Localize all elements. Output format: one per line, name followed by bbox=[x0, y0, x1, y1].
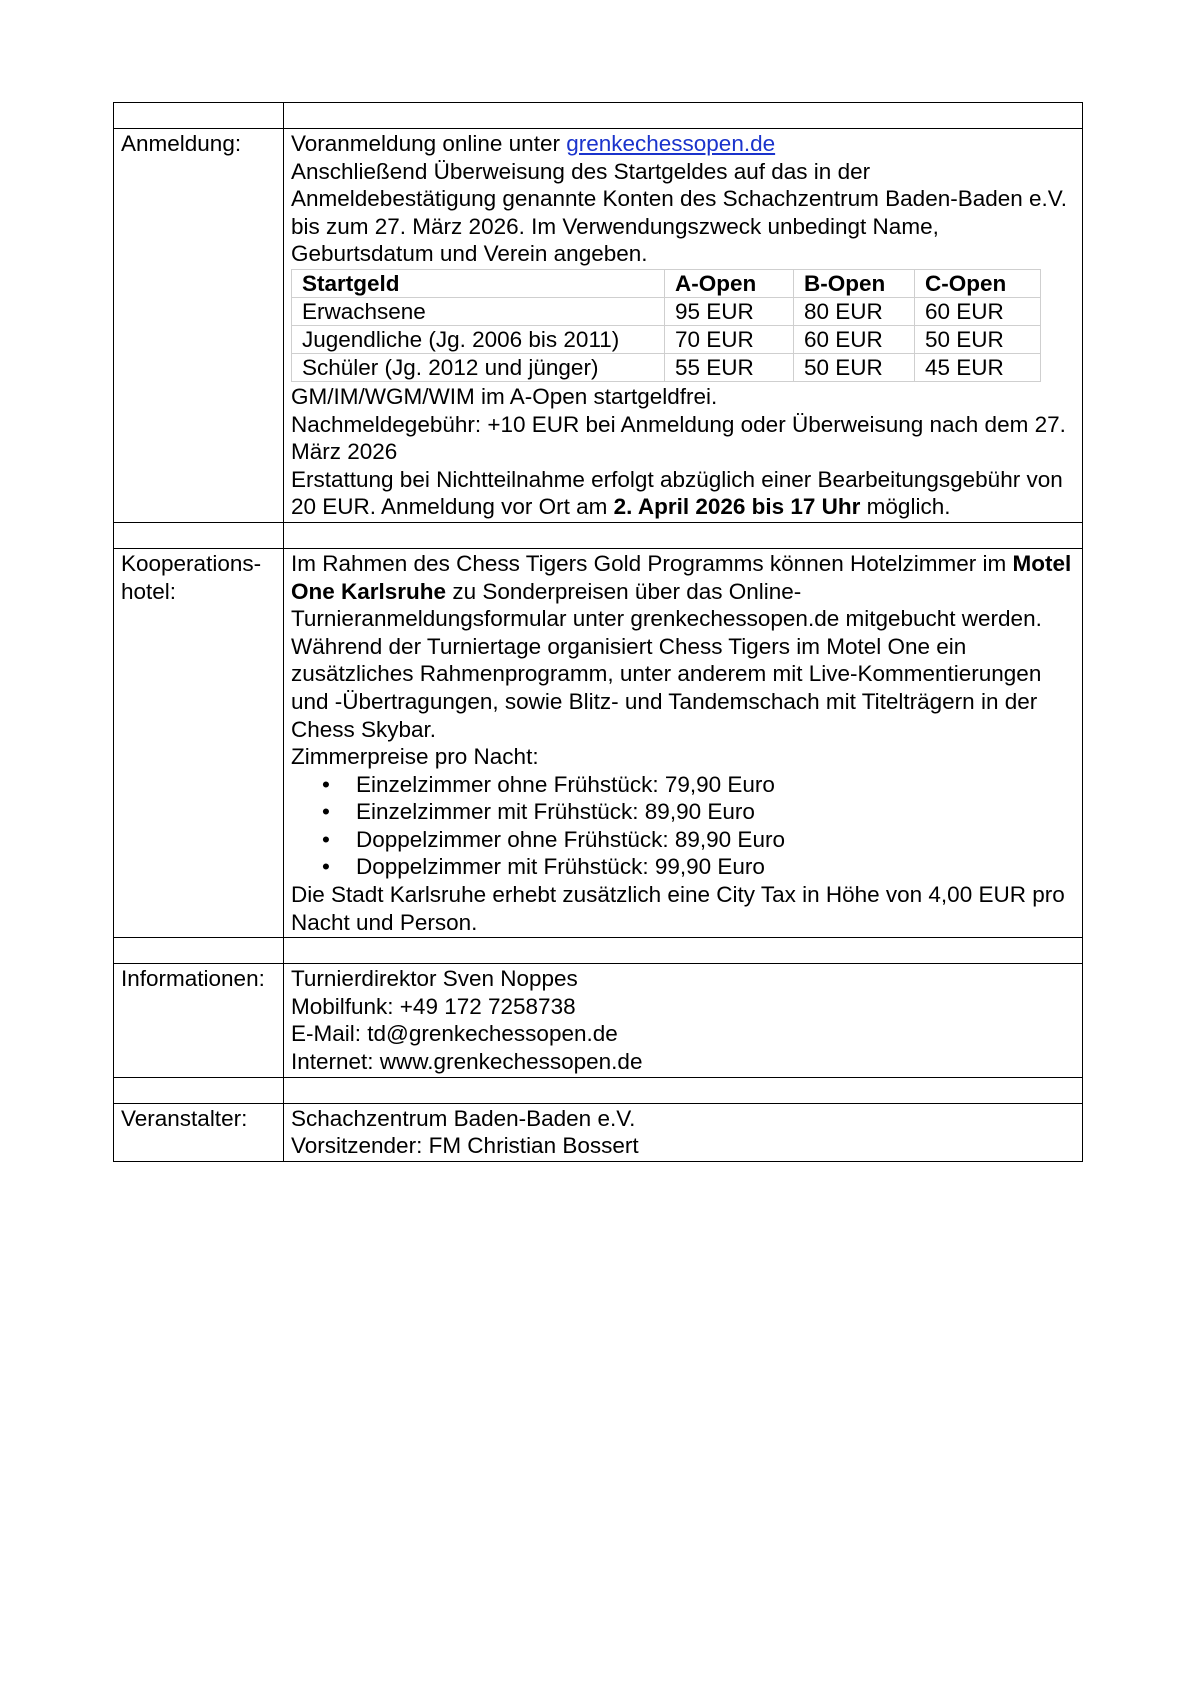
spacer-row bbox=[114, 1077, 1083, 1103]
spacer-row bbox=[114, 103, 1083, 129]
list-item: • Doppelzimmer ohne Frühstück: 89,90 Euro bbox=[356, 826, 1075, 854]
fees-cell: 45 EUR bbox=[915, 353, 1041, 381]
fees-row bbox=[292, 297, 1041, 325]
city-tax-text: Die Stadt Karlsruhe erhebt zusätzlich eine City Tax in Höhe von 4,00 EUR pro Nacht und Person. bbox=[291, 882, 1065, 935]
list-item: • Einzelzimmer mit Frühstück: 89,90 Euro bbox=[356, 798, 1075, 826]
spacer-row bbox=[114, 938, 1083, 964]
chairman-line: Vorsitzender: FM Christian Bossert bbox=[291, 1133, 639, 1159]
website-line: Internet: www.grenkechessopen.de bbox=[291, 1049, 643, 1075]
document-page bbox=[113, 102, 1083, 1162]
fees-header: C-Open bbox=[915, 269, 1041, 297]
fees-table bbox=[291, 269, 1041, 382]
room-prices-title: Zimmerpreise pro Nacht: bbox=[291, 744, 539, 770]
late-fee-line: Nachmeldegebühr: +10 EUR bei Anmeldung oder Überweisung nach dem 27. März 2026 bbox=[291, 411, 1066, 465]
fees-cell: 80 EUR bbox=[794, 297, 915, 325]
registration-link[interactable]: grenkechessopen.de bbox=[566, 131, 776, 156]
informationen-content bbox=[284, 964, 1083, 1077]
fees-header: Startgeld bbox=[292, 269, 665, 297]
refund-text: Erstattung bei Nichtteilnahme erfolgt abzüglich einer Bearbeitungsgebühr von 20 EUR. Anmeldung vor Ort am 2. April 2026 bis 17 Uhr möglich. bbox=[291, 466, 1063, 520]
fees-cell: Schüler (Jg. 2012 und jünger) bbox=[292, 353, 665, 381]
hotel-program: Während der Turniertage organisiert Chess Tigers im Motel One ein zusätzliches Rahmenprogramm, unter anderem mit Live-Kommentierungen und -Übertragungen, sowie Blitz- und Tandemschach mit Titelträgern in der Chess Skybar. bbox=[291, 633, 1042, 742]
phone-line: Mobilfunk: +49 172 7258738 bbox=[291, 993, 576, 1019]
informationen-label: Informationen: bbox=[114, 964, 284, 1077]
fees-header-row bbox=[292, 269, 1041, 297]
info-table bbox=[113, 102, 1083, 1162]
email-line: E-Mail: td@grenkechessopen.de bbox=[291, 1021, 618, 1047]
gm-free-line: GM/IM/WGM/WIM im A-Open startgeldfrei. bbox=[291, 383, 718, 409]
anmeldung-content bbox=[284, 129, 1083, 523]
anmeldung-transfer-text: Anschließend Überweisung des Startgeldes auf das in der Anmeldebestätigung genannte Konten des Schachzentrum Baden-Baden e.V. bis zum 27. März 2026. Im Verwendungszweck unbedingt Name, Geburtsdatum und Verein angeben. bbox=[291, 158, 1067, 267]
director-line: Turnierdirektor Sven Noppes bbox=[291, 966, 578, 992]
fees-cell: 70 EUR bbox=[665, 325, 794, 353]
room-price-list bbox=[291, 771, 1075, 881]
veranstalter-row bbox=[114, 1103, 1083, 1161]
spacer-row bbox=[114, 522, 1083, 548]
anmeldung-online-line: Voranmeldung online unter grenkechessopen.de bbox=[291, 131, 776, 156]
fees-cell: 50 EUR bbox=[794, 353, 915, 381]
veranstalter-content bbox=[284, 1103, 1083, 1161]
onsite-deadline: 2. April 2026 bis 17 Uhr bbox=[613, 494, 861, 520]
fees-header: A-Open bbox=[665, 269, 794, 297]
fees-cell: 55 EUR bbox=[665, 353, 794, 381]
organizer-line: Schachzentrum Baden-Baden e.V. bbox=[291, 1105, 636, 1131]
fees-cell: 50 EUR bbox=[915, 325, 1041, 353]
anmeldung-label: Anmeldung: bbox=[114, 129, 284, 523]
fees-cell: 95 EUR bbox=[665, 297, 794, 325]
hotel-name: Motel One Karlsruhe bbox=[291, 550, 1072, 604]
list-item: • Doppelzimmer mit Frühstück: 99,90 Euro bbox=[356, 853, 1075, 881]
hotel-content bbox=[284, 548, 1083, 937]
informationen-row bbox=[114, 964, 1083, 1077]
veranstalter-label: Veranstalter: bbox=[114, 1103, 284, 1161]
fees-header: B-Open bbox=[794, 269, 915, 297]
fees-row bbox=[292, 353, 1041, 381]
anmeldung-row bbox=[114, 129, 1083, 523]
fees-cell: Jugendliche (Jg. 2006 bis 2011) bbox=[292, 325, 665, 353]
hotel-row bbox=[114, 548, 1083, 937]
fees-row bbox=[292, 325, 1041, 353]
fees-cell: Erwachsene bbox=[292, 297, 665, 325]
list-item: • Einzelzimmer ohne Frühstück: 79,90 Euro bbox=[356, 771, 1075, 799]
hotel-label: Kooperations-hotel: bbox=[114, 548, 284, 937]
hotel-intro: Im Rahmen des Chess Tigers Gold Programms können Hotelzimmer im Motel One Karlsruhe zu Sonderpreisen über das Online-Turnieranmeldungsformular unter grenkechessopen.de mitgebucht werden. bbox=[291, 550, 1072, 632]
fees-cell: 60 EUR bbox=[794, 325, 915, 353]
fees-cell: 60 EUR bbox=[915, 297, 1041, 325]
